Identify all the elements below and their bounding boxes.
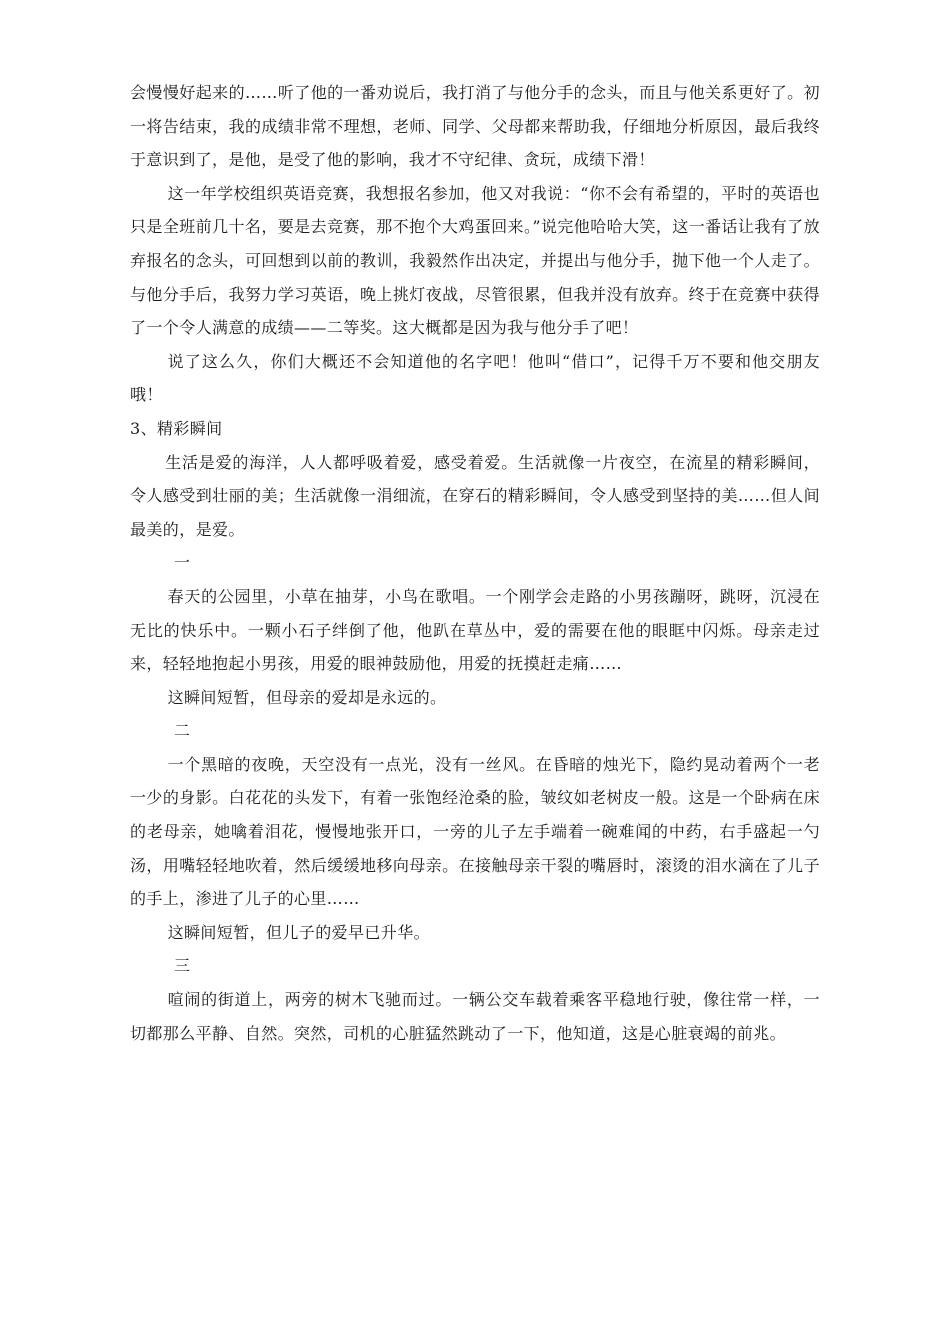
- paragraph-park-mother: 春天的公园里，小草在抽芽，小鸟在歌唱。一个刚学会走路的小男孩蹦呀，跳呀，沉浸在无比的快乐中。一颗小石子绊倒了他，他趴在草丛中，爱的需要在他的眼眶中闪烁。母亲走过来，轻轻地抱起小男孩，用爱的眼神鼓励他，用爱的抚摸赶走痛……: [130, 586, 820, 674]
- section-mark-one: 一: [174, 553, 191, 573]
- paragraph-excuse-name: 说了这么久，你们大概还不会知道他的名字吧！他叫“借口”，记得千万不要和他交朋友哦！: [130, 351, 820, 405]
- paragraph-night-son: 一个黑暗的夜晚，天空没有一点光，没有一丝风。在昏暗的烛光下，隐约晃动着两个一老一少的身影。白花花的头发下，有着一张饱经沧桑的脸，皱纹如老树皮一般。这是一个卧病在床的老母亲，她噙着泪花，慢慢地张开口，一旁的儿子左手端着一碗难闻的中药，右手盛起一勺汤，用嘴轻轻地吹着，然后缓缓地移向母亲。在接触母亲干裂的嘴唇时，滚烫的泪水滴在了儿子的手上，渗进了儿子的心里……: [130, 754, 820, 909]
- paragraph-mother-love: 这瞬间短暂，但母亲的爱却是永远的。: [167, 687, 447, 707]
- document-page: [130, 76, 820, 1050]
- paragraph-continuation: 会慢慢好起来的……听了他的一番劝说后，我打消了与他分手的念头，而且与他关系更好了。初一将告结束，我的成绩非常不理想，老师、同学、父母都来帮助我，仔细地分析原因，最后我终于意识到了，是他，是受了他的影响，我才不守纪律、贪玩，成绩下滑！: [130, 83, 820, 170]
- paragraph-english-contest: 这一年学校组织英语竞赛，我想报名参加，他又对我说：“你不会有希望的，平时的英语也只是全班前几十名，要是去竞赛，那不抱个大鸡蛋回来。”说完他哈哈大笑，这一番话让我有了放弃报名的念头，可回想到以前的教训，我毅然作出决定，并提出与他分手，抛下他一个人走了。与他分手后，我努力学习英语，晚上挑灯夜战，尽管很累，但我并没有放弃。终于在竞赛中获得了一个令人满意的成绩——二等奖。这大概都是因为我与他分手了吧！: [130, 183, 820, 338]
- paragraph-intro-love: 生活是爱的海洋，人人都呼吸着爱，感受着爱。生活就像一片夜空，在流星的精彩瞬间，令人感受到壮丽的美；生活就像一涓细流，在穿石的精彩瞬间，令人感受到坚持的美……但人间最美的，是爱。: [130, 452, 820, 539]
- section-mark-two: 二: [174, 721, 191, 741]
- paragraph-son-love: 这瞬间短暂，但儿子的爱早已升华。: [167, 922, 430, 942]
- paragraph-bus-driver: 喧闹的街道上，两旁的树木飞驰而过。一辆公交车载着乘客平稳地行驶，像往常一样，一切都那么平静、自然。突然，司机的心脏猛然跳动了一下，他知道，这是心脏衰竭的前兆。: [130, 990, 820, 1043]
- section-mark-three: 三: [174, 956, 191, 976]
- section-heading: 3、精彩瞬间: [130, 418, 223, 438]
